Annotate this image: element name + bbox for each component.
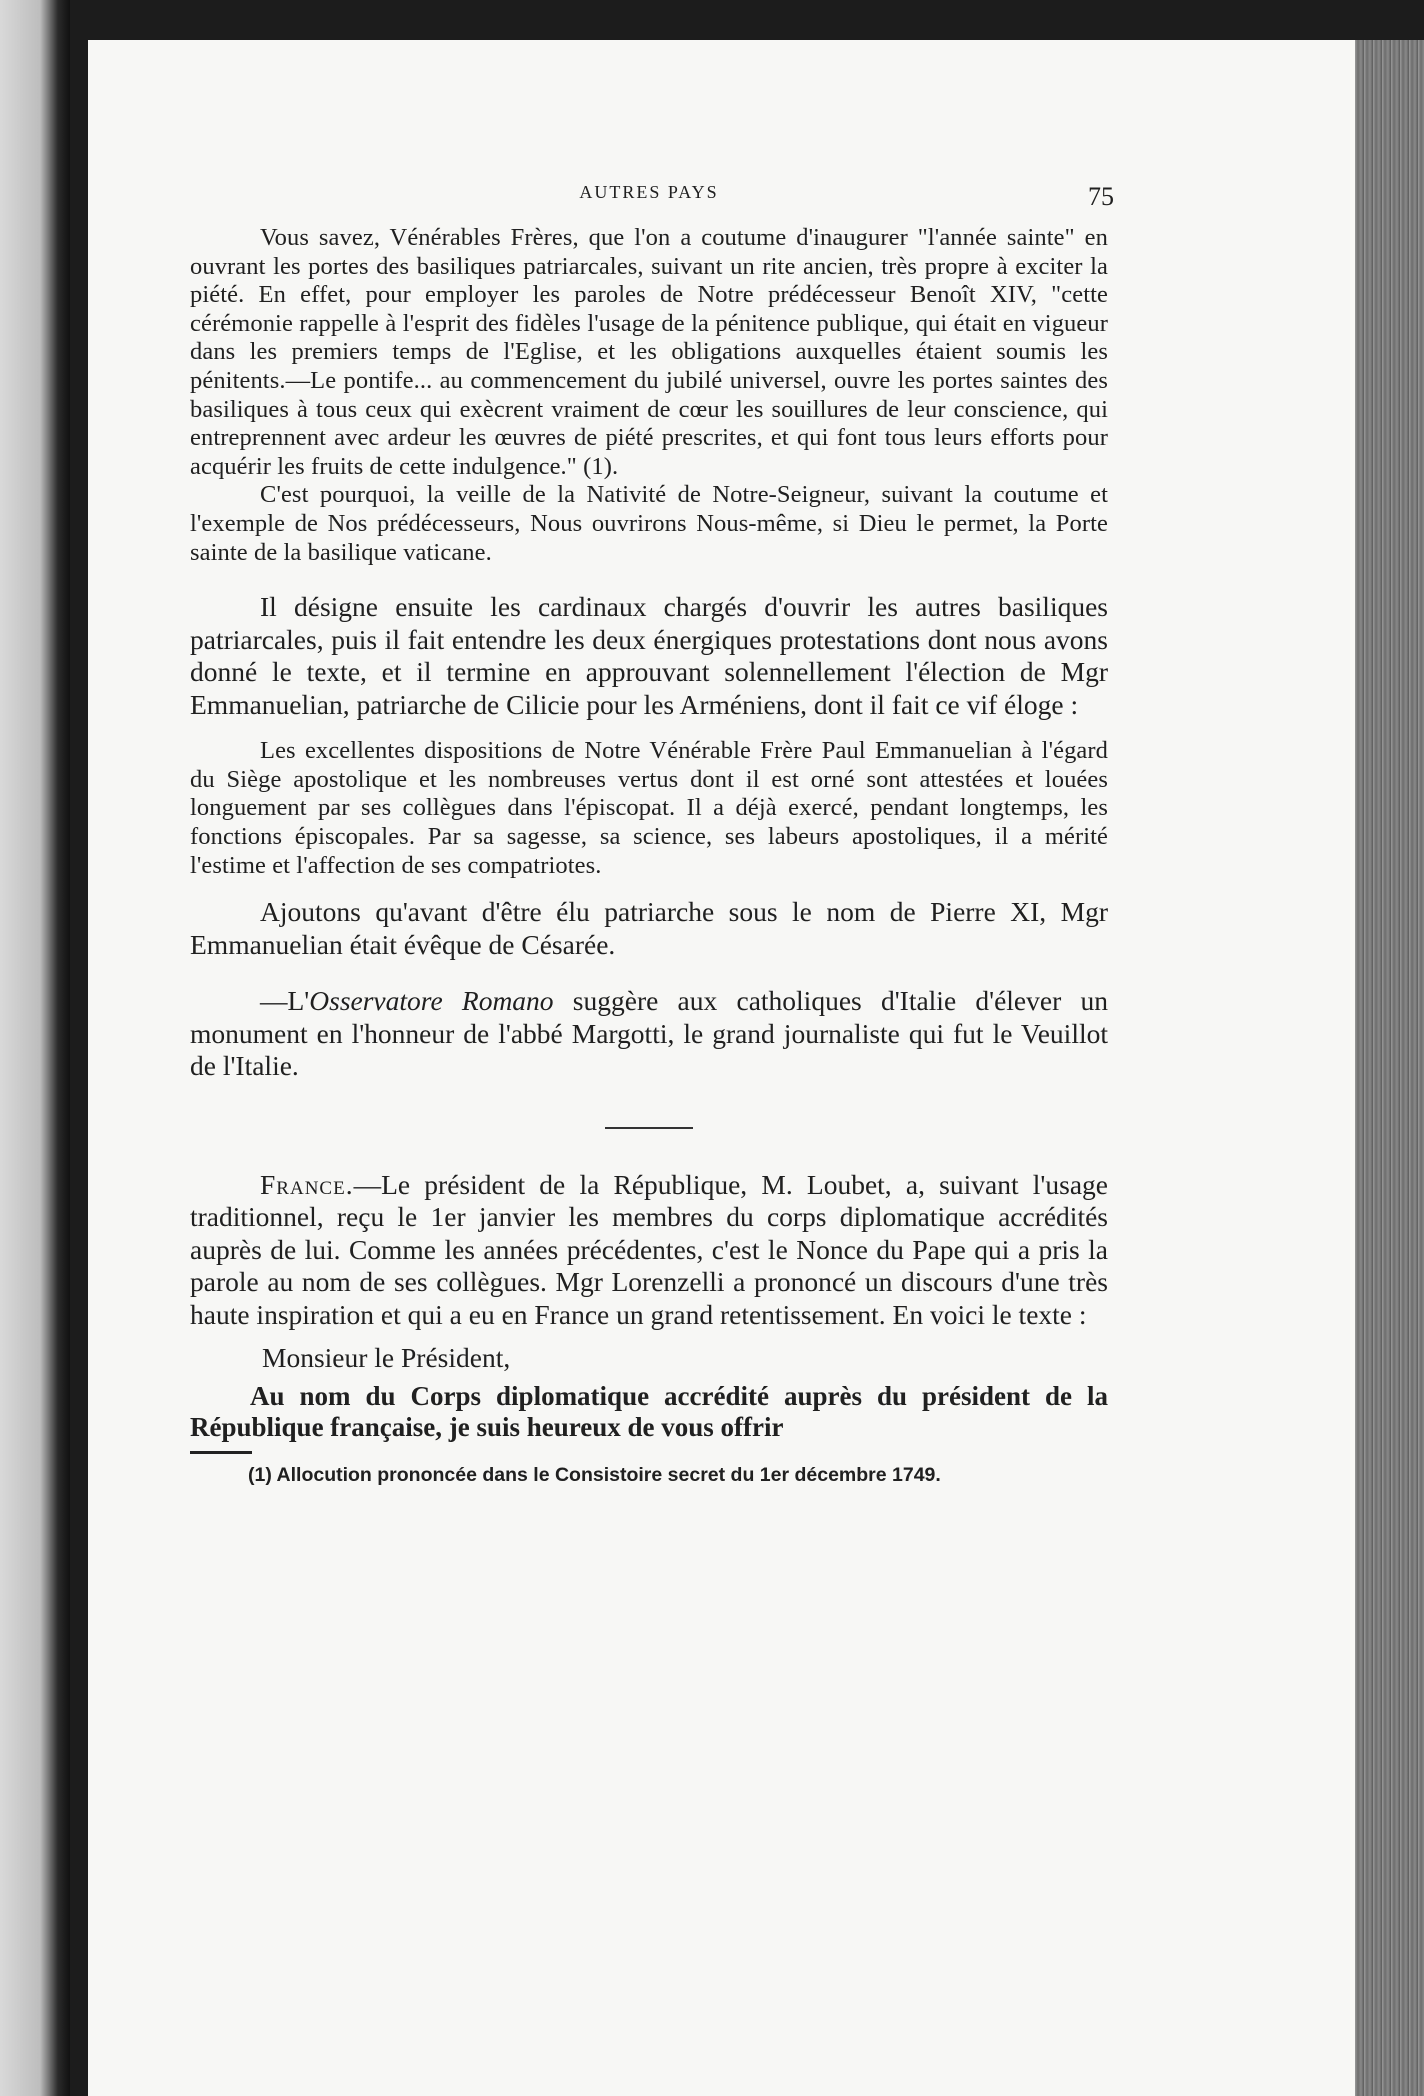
- page-content: [190, 168, 1114, 1487]
- paragraph-text: —Le président de la République, M. Loubet, a, suivant l'usage traditionnel, reçu le 1er janvier les membres du corps diplomatique accrédités auprès de lui. Comme les années précédentes, c'est le Nonce du Pape qui a pris la parole au nom de ses collègues. Mgr Lorenzelli a prononcé un discours d'une très haute inspiration et qui a eu en France un grand retentissement. En voici le texte :: [190, 1168, 1108, 1330]
- body-paragraph: Ajoutons qu'avant d'être élu patriarche sous le nom de Pierre XI, Mgr Emmanuelian était évêque de Césarée.: [190, 896, 1108, 960]
- quote-paragraph: Les excellentes dispositions de Notre Vénérable Frère Paul Emmanuelian à l'égard du Siège apostolique et les nombreuses vertus dont il est orné sont attestées et louées longuement par ses collègues dans l'épiscopat. Il a déjà exercé, pendant longtemps, les fonctions épiscopales. Par sa sagesse, sa science, ses labeurs apostoliques, il a mérité l'estime et l'affection de ses compatriotes.: [190, 737, 1108, 879]
- page-number: 75: [1088, 182, 1114, 211]
- quote-paragraph: C'est pourquoi, la veille de la Nativité de Notre-Seigneur, suivant la coutume et l'exemple de Nos prédécesseurs, Nous ouvrirons Nous-même, si Dieu le permet, la Porte sainte de la basilique vaticane.: [190, 481, 1108, 566]
- book-page-stack: [1355, 40, 1424, 2096]
- running-title: AUTRES PAYS: [579, 182, 719, 202]
- footnote: (1) Allocution prononcée dans le Consistoire secret du 1er décembre 1749.: [248, 1464, 941, 1487]
- body-paragraph: [190, 985, 1108, 1083]
- body-paragraph: Il désigne ensuite les cardinaux chargés d'ouvrir les autres basiliques patriarcales, puis il fait entendre les deux énergiques protestations dont nous avons donné le texte, et il termine en approuvant solennellement l'élection de Mgr Emmanuelian, patriarche de Cilicie pour les Arméniens, dont il fait ce vif éloge :: [190, 591, 1108, 720]
- body-paragraph: [190, 1169, 1108, 1332]
- adjacent-page-edge: [0, 0, 70, 2096]
- paragraph-text: suggère aux catholiques d'Italie d'élever un monument en l'honneur de l'abbé Margotti, le grand journaliste qui fut le Veuillot de l'Italie.: [190, 985, 1108, 1082]
- section-label: France.: [260, 1168, 354, 1200]
- salutation: Monsieur le Président,: [262, 1342, 511, 1374]
- speech-paragraph: Au nom du Corps diplomatique accrédité auprès du président de la République française, je suis heureux de vous offrir: [190, 1381, 1108, 1443]
- dash-lead: —L': [260, 985, 310, 1017]
- quote-paragraph: Vous savez, Vénérables Frères, que l'on a coutume d'inaugurer "l'année sainte" en ouvrant les portes des basiliques patriarcales, suivant un rite ancien, très propre à exciter la piété. En effet, pour employer les paroles de Notre prédécesseur Benoît XIV, "cette cérémonie rappelle à l'esprit des fidèles l'usage de la pénitence publique, qui était en vigueur dans les premiers temps de l'Eglise, et les obligations auxquelles étaient soumis les pénitents.—Le pontife... au commencement du jubilé universel, ouvre les portes saintes des basiliques à tous ceux qui exècrent vraiment de cœur les souillures de leur conscience, qui entreprennent avec ardeur les œuvres de piété prescrites, et qui font tous leurs efforts pour acquérir les fruits de cette indulgence." (1).: [190, 224, 1108, 480]
- running-head: [190, 168, 1114, 211]
- newspaper-title: Osservatore Romano: [309, 985, 554, 1017]
- footnote-rule: [190, 1451, 252, 1454]
- section-separator: [605, 1127, 693, 1129]
